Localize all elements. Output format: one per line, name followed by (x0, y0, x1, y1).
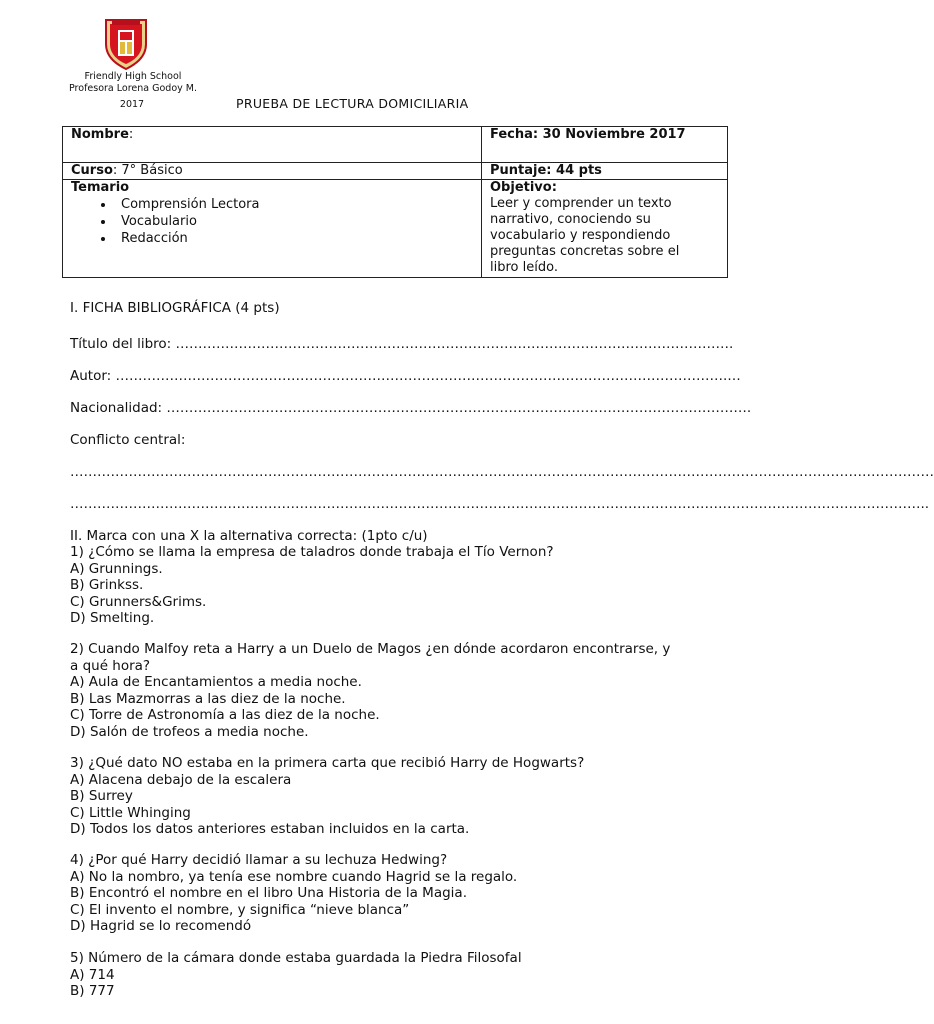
document-title: PRUEBA DE LECTURA DOMICILIARIA (236, 96, 469, 111)
question-5 (70, 950, 522, 1000)
central-conflict-label: Conflicto central: (70, 432, 186, 448)
name-cell[interactable] (63, 127, 482, 163)
syllabus-label: Temario (71, 180, 130, 195)
answer-option[interactable]: A) Grunnings. (70, 560, 163, 577)
question-text: 3) ¿Qué dato NO estaba en la primera carta que recibió Harry de Hogwarts? (70, 755, 585, 771)
question-text: 5) Número de la cámara donde estaba guardada la Piedra Filosofal (70, 950, 522, 966)
answer-option[interactable]: B) Encontró el nombre en el libro Una Historia de la Magia. (70, 885, 467, 901)
question-4 (70, 852, 517, 935)
score-cell: Puntaje: 44 pts (482, 163, 728, 180)
section-2-heading: II. Marca con una X la alternativa correcta: (1pto c/u) (70, 528, 428, 544)
answer-option[interactable]: D) Salón de trofeos a media noche. (70, 723, 309, 740)
answer-option[interactable]: A) Alacena debajo de la escalera (70, 771, 292, 788)
central-conflict-line[interactable]: ……………………………………………………………………………………………………………………………………………………………………….. (70, 496, 930, 512)
student-info-table (62, 126, 728, 278)
objective-cell (482, 180, 728, 278)
nationality-field[interactable]: Nacionalidad: …………………………………………………………………………………………………………………. (70, 400, 752, 416)
school-year: 2017 (119, 99, 145, 110)
objective-line: narrativo, conociendo su (490, 212, 651, 227)
syllabus-item: • Comprensión Lectora (115, 196, 481, 213)
answer-option[interactable]: C) Grunners&Grims. (70, 593, 207, 610)
question-text-cont: a qué hora? (70, 657, 151, 674)
answer-option[interactable]: B) 777 (70, 983, 115, 999)
question-text: 1) ¿Cómo se llama la empresa de taladros donde trabaja el Tío Vernon? (70, 544, 554, 560)
author-field[interactable]: Autor: ……………………………………………………………………………………………………………………….… (70, 368, 741, 384)
school-crest-logo (104, 18, 148, 70)
course-cell (63, 163, 482, 180)
objective-line: vocabulario y respondiendo (490, 228, 671, 243)
objective-line: libro leído. (490, 260, 558, 275)
syllabus-item: • Redacción (115, 230, 481, 247)
objective-line: Leer y comprender un texto (490, 196, 672, 211)
teacher-name: Profesora Lorena Godoy M. (69, 83, 197, 94)
course-value: : 7° Básico (112, 163, 183, 178)
question-text: 4) ¿Por qué Harry decidió llamar a su lechuza Hedwing? (70, 852, 448, 868)
name-colon: : (128, 127, 134, 142)
date-cell: Fecha: 30 Noviembre 2017 (482, 127, 728, 163)
objective-line: preguntas concretas sobre el (490, 244, 680, 259)
question-1 (70, 544, 554, 627)
syllabus-list (71, 196, 481, 247)
answer-option[interactable]: A) No la nombro, ya tenía ese nombre cuando Hagrid se la regalo. (70, 868, 518, 885)
book-title-field[interactable]: Título del libro: ……………………………………………………………………………………………………………. (70, 336, 734, 352)
answer-option[interactable]: B) Grinkss. (70, 577, 144, 593)
question-text: 2) Cuando Malfoy reta a Harry a un Duelo de Magos ¿en dónde acordaron encontrarse, y (70, 641, 671, 657)
syllabus-item: • Vocabulario (115, 213, 481, 230)
section-1-heading: I. FICHA BIBLIOGRÁFICA (4 pts) (70, 300, 280, 316)
course-label: Curso (71, 163, 113, 178)
question-3 (70, 755, 584, 838)
answer-option[interactable]: D) Todos los datos anteriores estaban incluidos en la carta. (70, 821, 470, 837)
name-label: Nombre (71, 127, 129, 142)
answer-option[interactable]: D) Hagrid se lo recomendó (70, 918, 252, 934)
objective-label: Objetivo: (490, 180, 557, 195)
central-conflict-line[interactable]: ………………………………………………………………………………………………………………………………………………………………………… (70, 464, 934, 480)
answer-option[interactable]: C) El invento el nombre, y significa “nieve blanca” (70, 901, 410, 918)
answer-option[interactable]: B) Surrey (70, 788, 133, 804)
answer-option[interactable]: C) Little Whinging (70, 804, 191, 821)
answer-option[interactable]: B) Las Mazmorras a las diez de la noche. (70, 690, 346, 707)
answer-option[interactable]: A) 714 (70, 966, 115, 983)
syllabus-cell (63, 180, 482, 278)
school-name: Friendly High School (84, 71, 182, 82)
question-2 (70, 641, 670, 740)
answer-option[interactable]: A) Aula de Encantamientos a media noche. (70, 674, 362, 690)
answer-option[interactable]: D) Smelting. (70, 610, 155, 626)
answer-option[interactable]: C) Torre de Astronomía a las diez de la noche. (70, 707, 380, 723)
